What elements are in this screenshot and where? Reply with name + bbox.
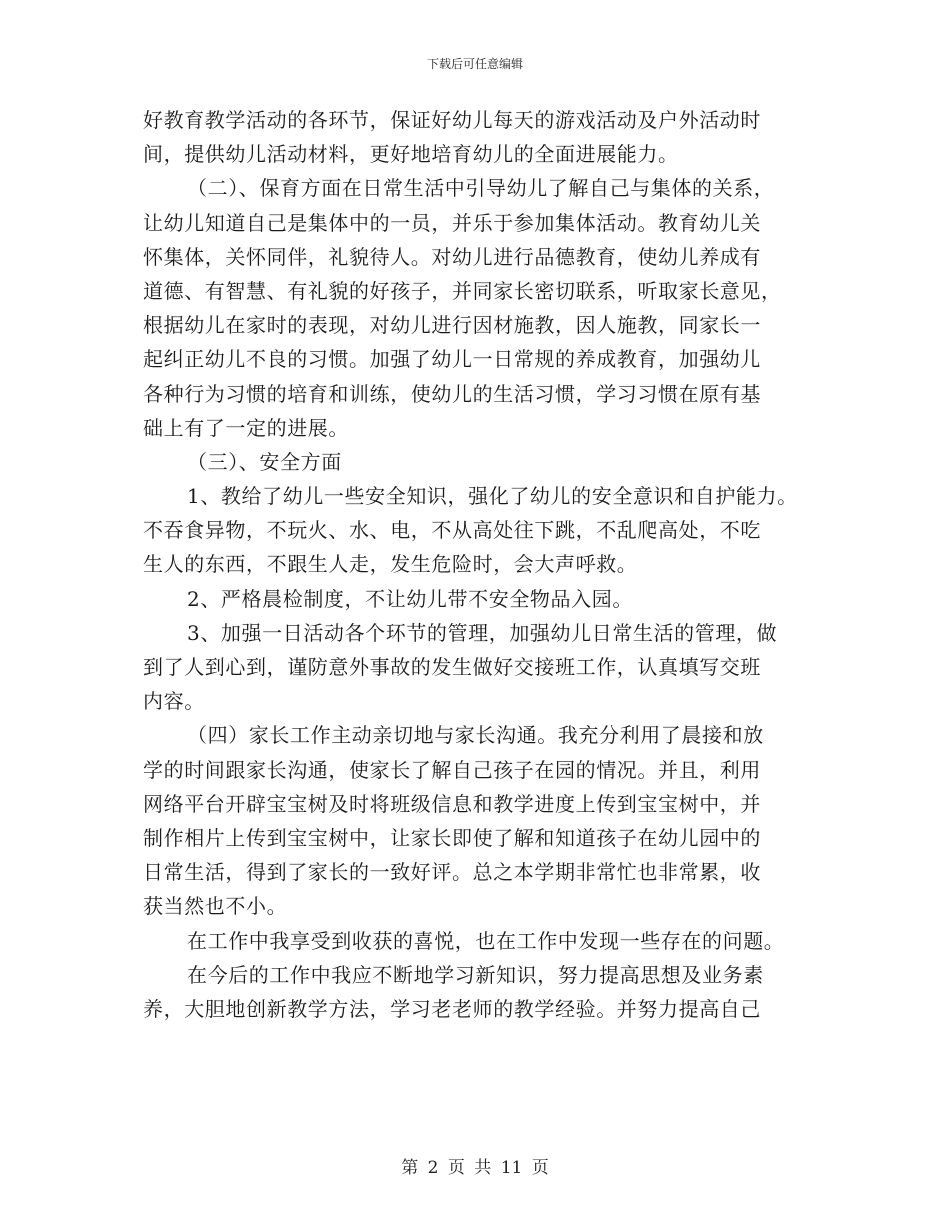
text-line: 根据幼儿在家时的表现，对幼儿进行因材施教，因人施教，同家长一 xyxy=(143,313,761,338)
text-line: 各种行为习惯的培育和训练，使幼儿的生活习惯，学习习惯在原有基 xyxy=(143,381,761,406)
text-line: （四）家长工作主动亲切地与家长沟通。我充分利用了晨接和放 xyxy=(187,723,764,748)
page-header: 下载后可任意编辑 xyxy=(426,57,523,71)
text-line: 间，提供幼儿活动材料，更好地培育幼儿的全面进展能力。 xyxy=(143,142,679,167)
text-line: 2、严格晨检制度，不让幼儿带不安全物品入园。 xyxy=(187,586,633,611)
text-line: 获当然也不小。 xyxy=(143,894,288,919)
text-line: 制作相片上传到宝宝树中，让家长即使了解和知道孩子在幼儿园中的 xyxy=(143,825,761,850)
text-line: （二）、保育方面在日常生活中引导幼儿了解自己与集体的关系， xyxy=(187,176,775,201)
text-line: 好教育教学活动的各环节，保证好幼儿每天的游戏活动及户外活动时 xyxy=(143,108,761,132)
text-line: 道德、有智慧、有礼貌的好孩子，并同家长密切联系，听取家长意见， xyxy=(143,278,782,303)
text-line: 学的时间跟家长沟通，使家长了解自己孩子在园的情况。并且，利用 xyxy=(143,757,761,782)
document-body xyxy=(143,103,823,1026)
page-number-footer: 第 2 页 共 11 页 xyxy=(401,1158,549,1178)
text-line: 3、加强一日活动各个环节的管理，加强幼儿日常生活的管理，做 xyxy=(187,620,778,645)
text-line: 养，大胆地创新教学方法，学习老老师的教学经验。并努力提高自己 xyxy=(143,996,761,1021)
text-line: 在今后的工作中我应不断地学习新知识，努力提高思想及业务素 xyxy=(187,962,764,987)
text-line: 1、教给了幼儿一些安全知识，强化了幼儿的安全意识和自护能力。 xyxy=(187,484,798,509)
text-line: 在工作中我享受到收获的喜悦，也在工作中发现一些存在的问题。 xyxy=(187,928,785,953)
text-line: 让幼儿知道自己是集体中的一员，并乐于参加集体活动。教育幼儿关 xyxy=(143,210,761,235)
text-line: 生人的东西，不跟生人走，发生危险时，会大声呼救。 xyxy=(143,552,638,577)
text-line: 网络平台开辟宝宝树及时将班级信息和教学进度上传到宝宝树中，并 xyxy=(143,791,761,816)
text-line: （三）、安全方面 xyxy=(187,449,342,474)
text-line: 日常生活，得到了家长的一致好评。总之本学期非常忙也非常累，收 xyxy=(143,860,761,885)
text-line: 内容。 xyxy=(143,689,205,714)
text-line: 不吞食异物，不玩火、水、电，不从高处往下跳，不乱爬高处，不吃 xyxy=(143,518,761,543)
text-line: 到了人到心到，谨防意外事故的发生做好交接班工作，认真填写交班 xyxy=(143,655,761,679)
text-line: 起纠正幼儿不良的习惯。加强了幼儿一日常规的养成教育，加强幼儿 xyxy=(143,347,761,372)
text-line: 础上有了一定的进展。 xyxy=(143,415,349,440)
text-line: 怀集体，关怀同伴，礼貌待人。对幼儿进行品德教育，使幼儿养成有 xyxy=(143,244,761,269)
